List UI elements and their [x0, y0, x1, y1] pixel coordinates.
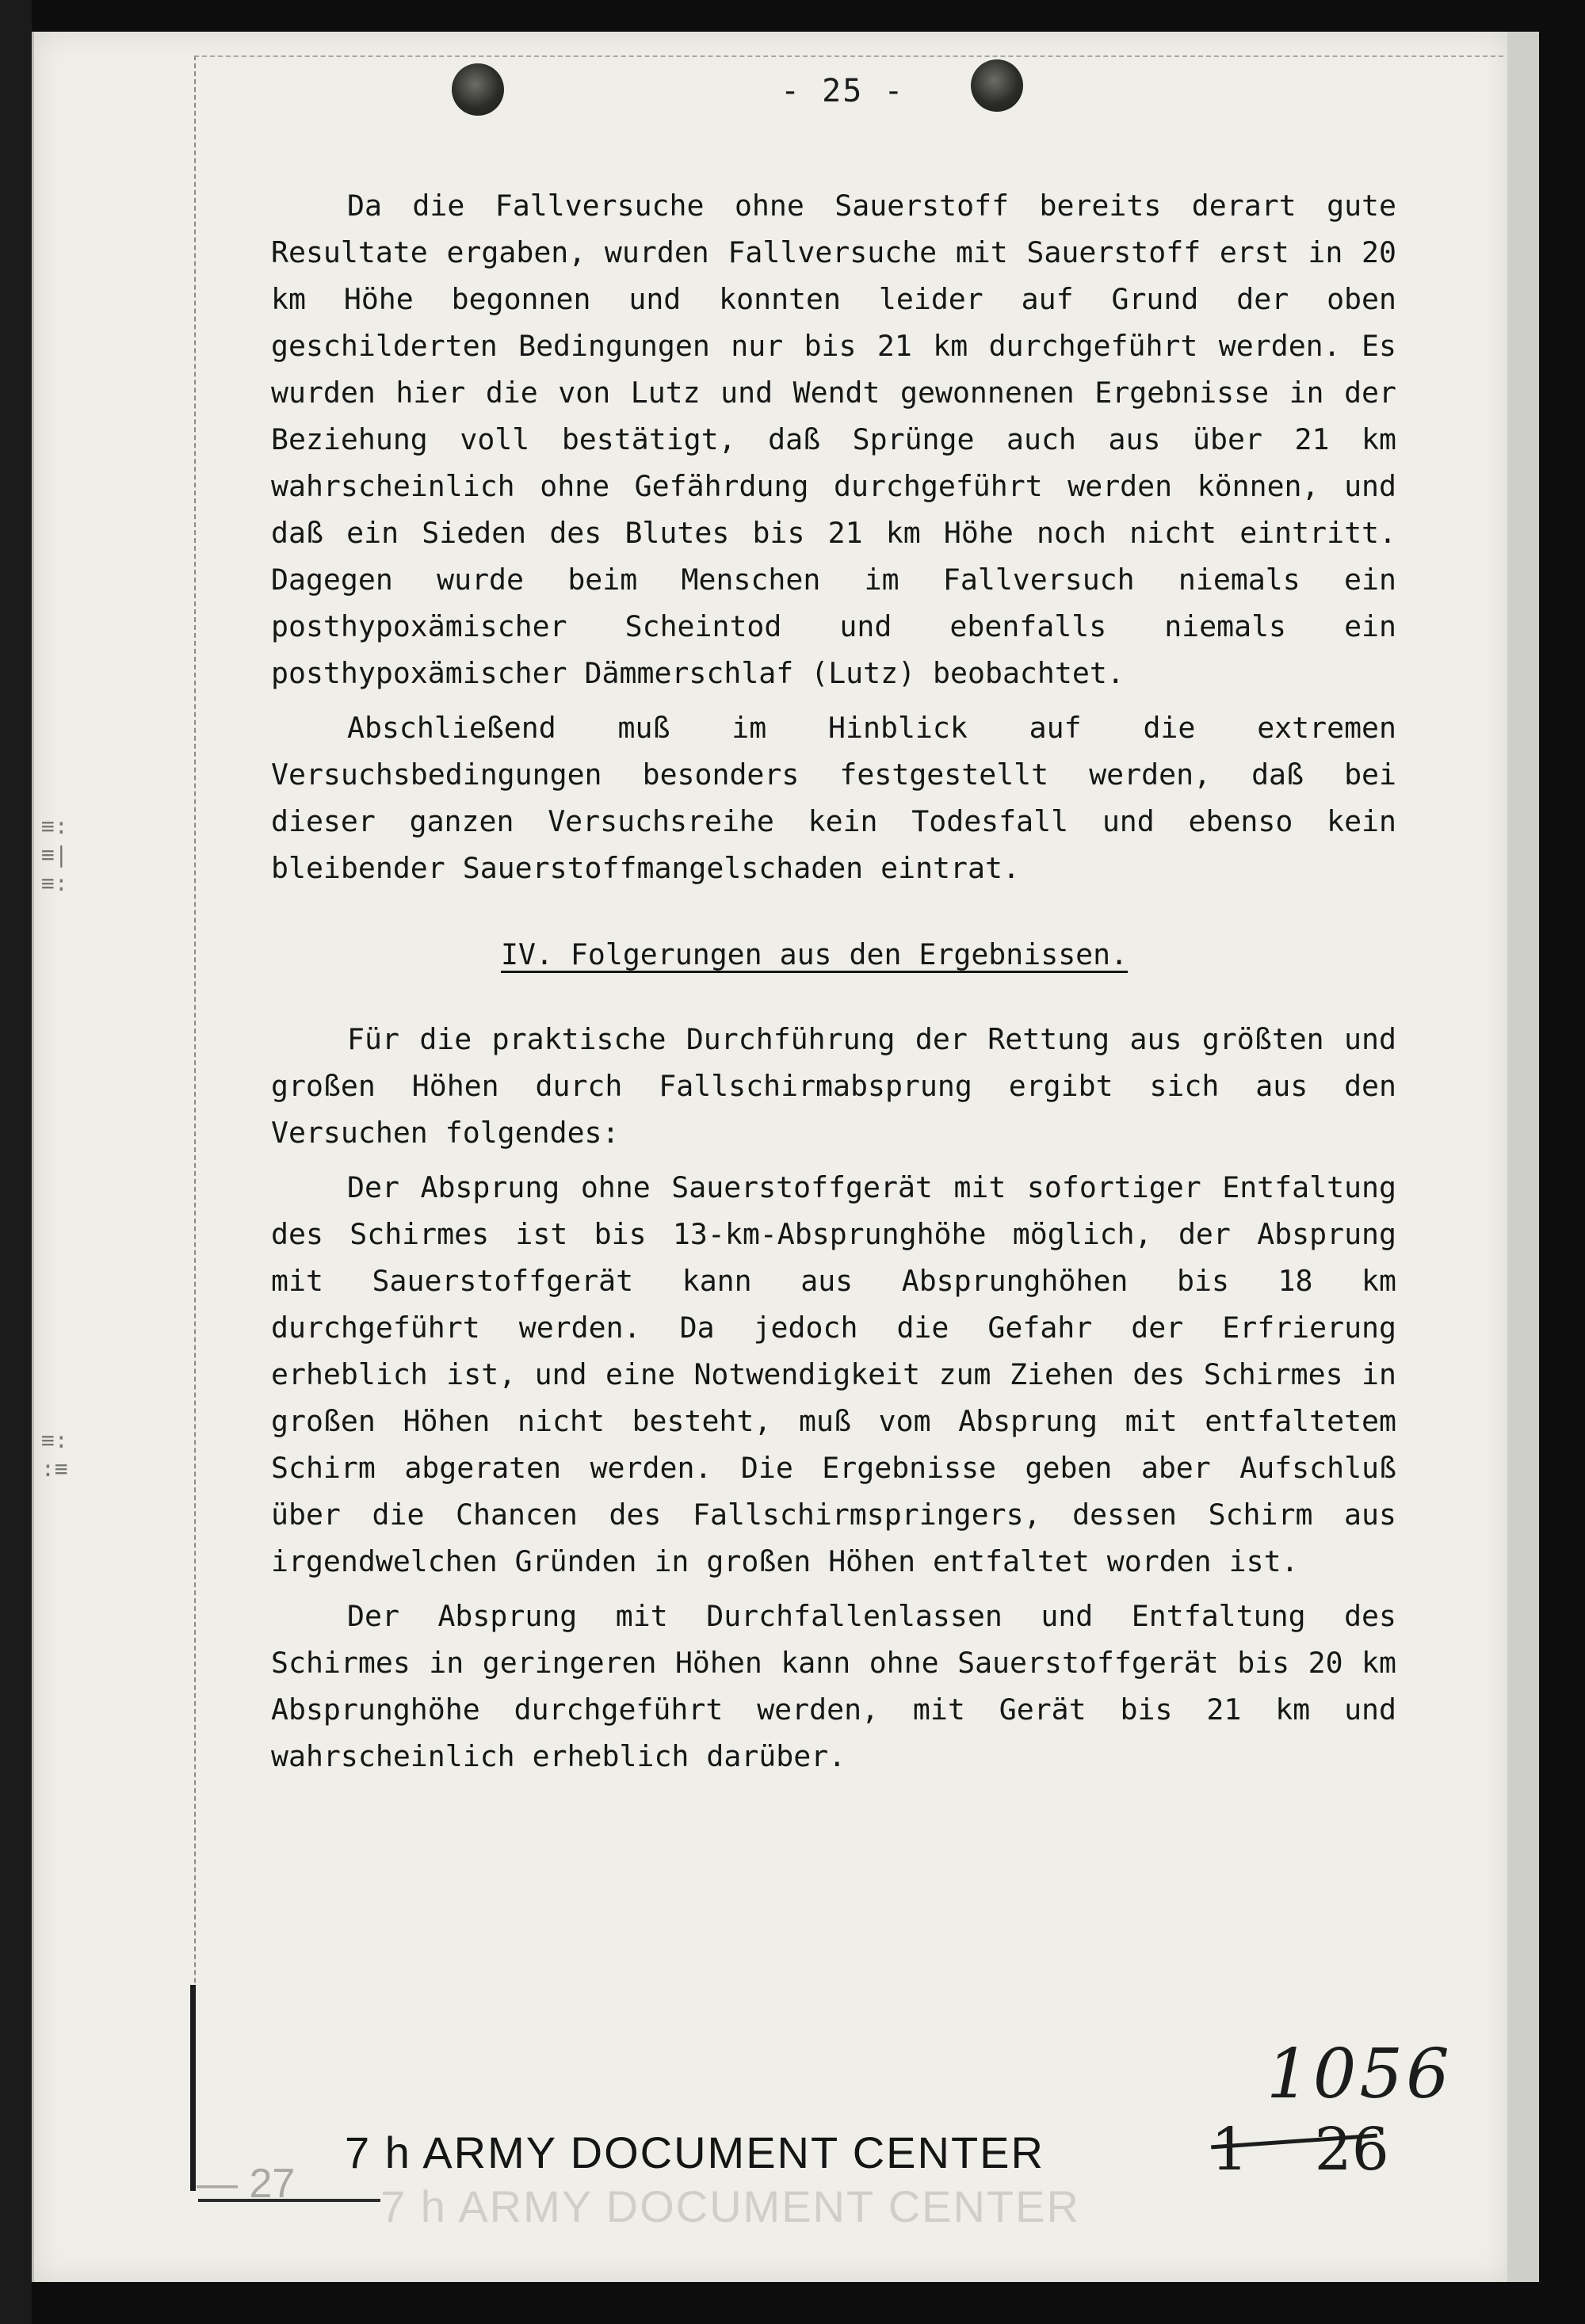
document-body [271, 182, 1396, 1788]
paragraph-absprung-sauerstoff: Der Absprung ohne Sauerstoffgerät mit sofortiger Entfaltung des Schirmes ist bis 13-km-Absprunghöhe möglich, der Absprung mit Sauerstoffgerät kann aus Absprunghöhen bis 18 km durchgeführt werden. Da jedoch die Gefahr der Erfrierung erheblich ist, und eine Notwendigkeit zum Ziehen des Schirmes in großen Höhen nicht besteht, muß vom Absprung mit entfaltetem Schirm abgeraten werden. Die Ergebnisse geben aber Aufschluß über die Chancen des Fallschirmspringers, dessen Schirm aus irgendwelchen Gründen in großen Höhen entfaltet worden ist. [271, 1170, 1396, 1578]
paragraph-absprung-durchfallen: Der Absprung mit Durchfallenlassen und Entfaltung des Schirmes in geringeren Höhen kann ohne Sauerstoffgerät bis 20 km Absprunghöhe durchgeführt werden, mit Gerät bis 21 km und wahrscheinlich erheblich darüber. [271, 1599, 1396, 1773]
handwritten-document-number: 1056 [1266, 2035, 1453, 2114]
paragraph-fallversuche: Da die Fallversuche ohne Sauerstoff bereits derart gute Resultate ergaben, wurden Fallversuche mit Sauerstoff erst in 20 km Höhe begonnen und konnten leider auf Grund der oben geschilderten Bedingungen nur bis 21 km durchgeführt werden. Es wurden hier die von Lutz und Wendt gewonnenen Ergebnisse in der Beziehung voll bestätigt, daß Sprünge auch aus über 21 km wahrscheinlich ohne Gefährdung durchgeführt werden können, und daß ein Sieden des Blutes bis 21 km Höhe noch nicht eintritt. Dagegen wurde beim Menschen im Fallversuch niemals ein posthypoxämischer Scheintod und ebenfalls niemals ein posthypoxämischer Dämmerschlaf (Lutz) beobachtet. [271, 189, 1396, 690]
handwritten-page-number [1211, 2116, 1389, 2184]
margin-marks-lower: ≡: :≡ [41, 1427, 68, 1482]
archive-stamp: 7 h ARMY DOCUMENT CENTER [345, 2127, 1045, 2177]
punch-hole-right [971, 59, 1023, 112]
page-edge [1507, 32, 1539, 2282]
handwritten-page-old: 26 [1314, 2116, 1389, 2184]
section-heading: IV. Folgerungen aus den Ergebnissen. [501, 937, 1129, 971]
ghost-page-mark: — 27 [197, 2161, 296, 2207]
paragraph-praktische: Für die praktische Durchführung der Rettung aus größten und großen Höhen durch Fallschirmabsprung ergibt sich aus den Versuchen folgendes: [271, 1022, 1396, 1150]
paragraph-abschliessend: Abschließend muß im Hinblick auf die extremen Versuchsbedingungen besonders festgestellt werden, daß bei dieser ganzen Versuchsreihe kein Todesfall und ebenso kein bleibender Sauerstoffmangelschaden eintrat. [271, 711, 1396, 885]
archive-stamp-ghost: 7 h ARMY DOCUMENT CENTER [380, 2181, 1080, 2231]
left-margin-bar [190, 1985, 196, 2191]
handwritten-page-new: 1 [1211, 2116, 1249, 2184]
punch-hole-left [452, 63, 504, 116]
binding-strip [0, 0, 32, 2324]
page-number: - 25 - [781, 73, 905, 109]
margin-marks-upper: ≡: ≡| ≡: [41, 813, 68, 896]
